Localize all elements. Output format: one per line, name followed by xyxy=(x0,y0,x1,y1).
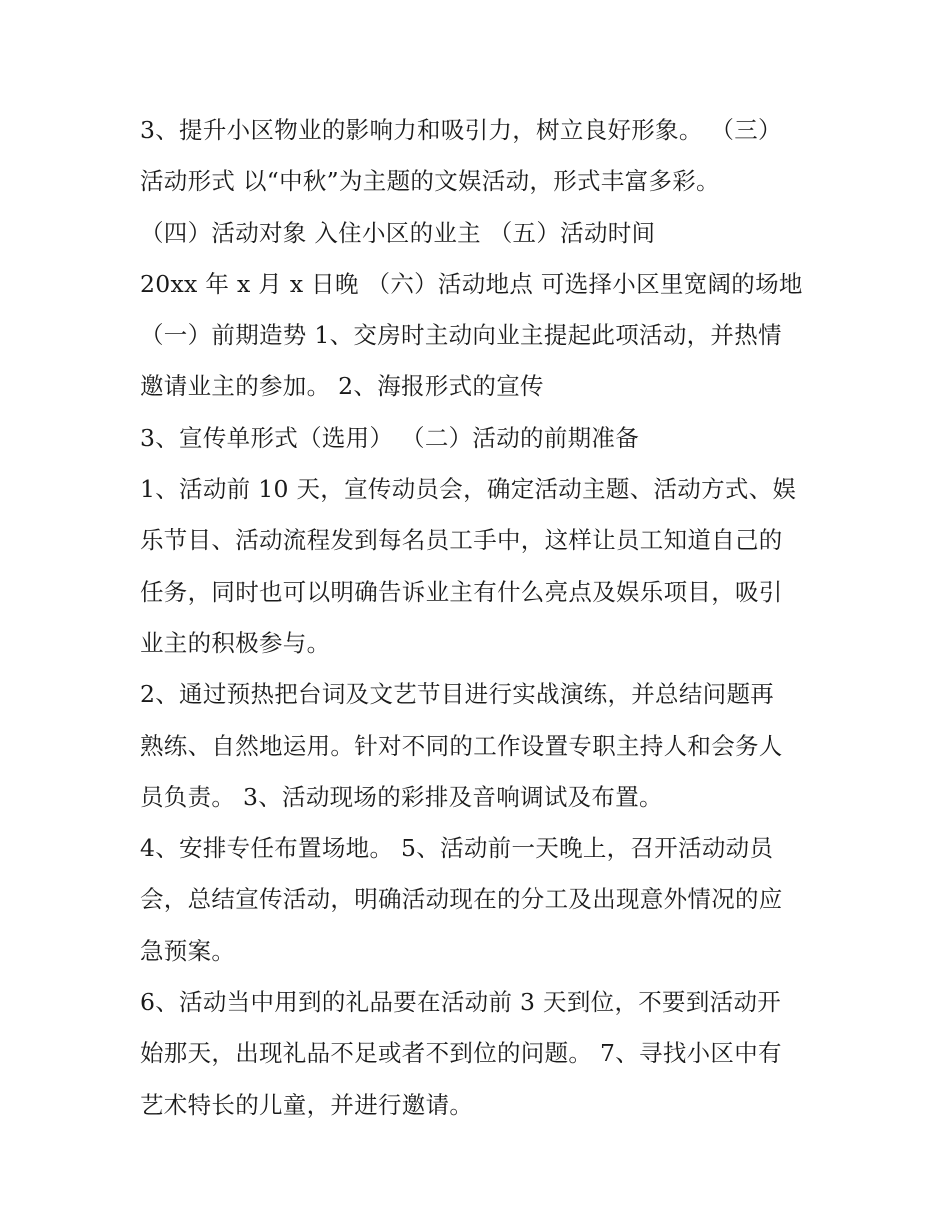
text-line: 活动形式 以“中秋”为主题的文娱活动，形式丰富多彩。 xyxy=(140,167,720,196)
text-line: 6、活动当中用到的礼品要在活动前 3 天到位，不要到活动开 xyxy=(140,988,782,1017)
text-line: 始那天，出现礼品不足或者不到位的问题。 7、寻找小区中有 xyxy=(140,1039,782,1068)
text-line: 急预案。 xyxy=(140,936,236,965)
text-line: 业主的积极参与。 xyxy=(140,628,331,657)
text-line: 熟练、自然地运用。针对不同的工作设置专职主持人和会务人 xyxy=(140,731,783,760)
text-line: 会，总结宣传活动，明确活动现在的分工及出现意外情况的应 xyxy=(140,885,783,914)
text-line: （四）活动对象 入住小区的业主 （五）活动时间 xyxy=(140,218,656,247)
text-line: 4、安排专任布置场地。 5、活动前一天晚上，召开活动动员 xyxy=(140,834,774,863)
text-line: （一）前期造势 1、交房时主动向业主提起此项活动，并热情 xyxy=(140,321,782,350)
text-line: 20xx 年 x 月 x 日晚 （六）活动地点 可选择小区里宽阔的场地 xyxy=(140,269,803,298)
text-line: 员负责。 3、活动现场的彩排及音响调试及布置。 xyxy=(140,782,663,811)
text-line: 2、通过预热把台词及文艺节目进行实战演练，并总结问题再 xyxy=(140,680,775,709)
document-body xyxy=(140,105,830,1131)
text-line: 任务，同时也可以明确告诉业主有什么亮点及娱乐项目，吸引 xyxy=(140,577,783,606)
text-line: 乐节目、活动流程发到每名员工手中，这样让员工知道自己的 xyxy=(140,526,783,555)
text-line: 3、宣传单形式（选用） （二）活动的前期准备 xyxy=(140,423,640,452)
text-line: 3、提升小区物业的影响力和吸引力，树立良好形象。 （三） xyxy=(140,116,782,144)
text-line: 艺术特长的儿童，并进行邀请。 xyxy=(140,1090,474,1119)
text-line: 邀请业主的参加。 2、海报形式的宣传 xyxy=(140,372,544,401)
text-line: 1、活动前 10 天，宣传动员会，确定活动主题、活动方式、娱 xyxy=(140,475,797,504)
